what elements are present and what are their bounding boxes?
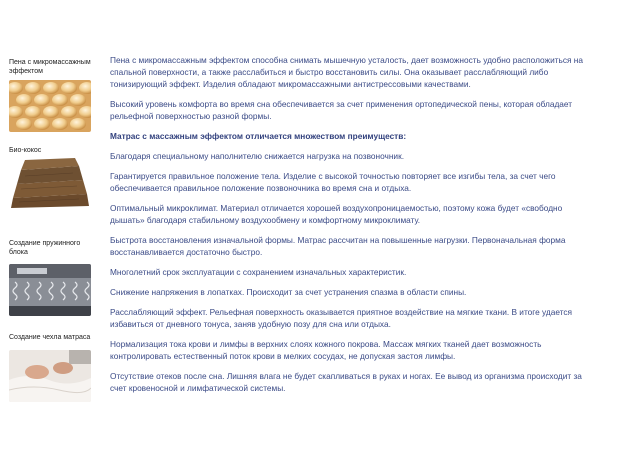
- caption-spring-block: Создание пружинного блока: [9, 240, 81, 256]
- sidebar: [0, 0, 100, 469]
- article: [110, 54, 598, 394]
- benefit-paragraph: Гарантируется правильное положение тела. Изделие с высокой точностью повторяет все изгибы тела, за счет чего обеспечивается правильное положение позвоночника во время сна и отдыха.: [110, 171, 556, 193]
- benefit-paragraph: Нормализация тока крови и лимфы в верхних слоях кожного покрова. Массаж мягких тканей дает возможность контролировать естественный поток крови в мелких сосудах, не допуская застоя лимфы.: [110, 339, 542, 361]
- caption-foam: Пена с микромассажным эффектом: [9, 59, 91, 75]
- benefit-paragraph: Снижение напряжения в лопатках. Происходит за счет устранения спазма в области спины.: [110, 287, 467, 297]
- benefit-paragraph: Многолетний срок эксплуатации с сохранением изначальных характеристик.: [110, 267, 407, 277]
- benefit-paragraph: Благодаря специальному наполнителю снижается нагрузка на позвоночник.: [110, 151, 405, 161]
- spring-block-image: [9, 264, 91, 316]
- comfort-paragraph: Высокий уровень комфорта во время сна обеспечивается за счет применения ортопедической пены, которая обладает рельефной поверхностью разной формы.: [110, 99, 573, 121]
- caption-coir: Био-кокос: [9, 147, 42, 154]
- caption-cover: Создание чехла матраса: [9, 334, 91, 341]
- benefits-heading: Матрас с массажным эффектом отличается множеством преимуществ:: [110, 131, 407, 141]
- benefit-paragraph: Оптимальный микроклимат. Материал отличается хорошей воздухопроницаемостью, поэтому кожа будет «свободно дышать» благодаря стабильному воздухообмену и комфортному микроклимату.: [110, 203, 563, 225]
- foam-egg-crate-image: [9, 80, 91, 132]
- coir-layers-image: [9, 158, 91, 210]
- mattress-cover-sewing-image: [9, 350, 91, 402]
- intro-paragraph: Пена с микромассажным эффектом способна снимать мышечную усталость, дает возможность удобно расположиться на спальной поверхности, а также расслабиться и быстро восстановить силы. Она оказывает расслабляющий либо тонизирующий эффект. Изделия обладают микромассажными антистрессовыми качествами.: [110, 55, 583, 89]
- benefit-paragraph: Расслабляющий эффект. Рельефная поверхность оказывается приятное воздействие на мягкие ткани. В итоге удается избавиться от дневного тонуса, заняв удобную позу для сна или отдыха.: [110, 307, 573, 329]
- benefit-paragraph: Отсутствие отеков после сна. Лишняя влага не будет скапливаться в руках и ногах. Ее вывод из организма происходит за счет кровеносной и лимфатической системы.: [110, 371, 582, 393]
- benefit-paragraph: Быстрота восстановления изначальной формы. Матрас рассчитан на повышенные нагрузки. Первоначальная форма восстанавливается достаточно быстро.: [110, 235, 566, 257]
